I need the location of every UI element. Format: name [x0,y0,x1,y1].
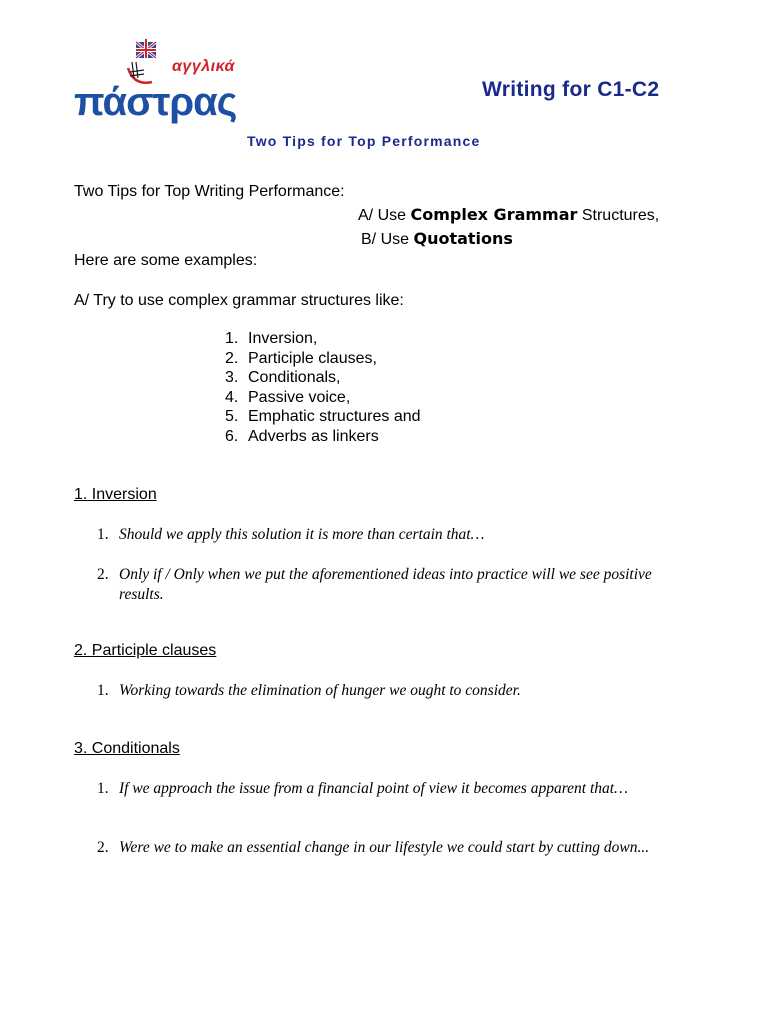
example-number: 2. [97,839,109,856]
intro-line: Two Tips for Top Writing Performance: [74,183,345,200]
example-number: 2. [97,566,109,583]
logo-big-text: πάστρας [74,80,237,124]
example-item [97,779,697,799]
section-a-line: A/ Try to use complex grammar structures like: [74,292,404,309]
tip-a-prefix: A/ Use [358,207,411,224]
list-item [225,388,421,408]
list-number: 3. [225,369,239,387]
list-number: 5. [225,408,239,426]
brand-logo [72,38,237,124]
tip-b-prefix: B/ Use [361,231,414,248]
tip-a-suffix: Structures, [577,207,660,224]
example-text: Should we apply this solution it is more than certain that… [119,526,485,543]
example-item [97,681,697,701]
list-item [225,368,421,388]
tip-b-line [361,229,513,250]
example-text: Were we to make an essential change in our lifestyle we could start by cutting down... [119,839,650,856]
list-label: Participle clauses, [248,349,377,367]
list-number: 6. [225,427,239,445]
list-number: 1. [225,330,239,347]
section-heading-conditionals: 3. Conditionals [74,740,180,757]
example-number: 1. [97,780,109,797]
list-number: 4. [225,388,239,406]
list-item [225,329,421,349]
list-item [225,349,421,369]
examples-line: Here are some examples: [74,252,258,269]
tip-a-bold: Complex Grammar [410,205,578,224]
list-label: Emphatic structures and [248,408,421,426]
example-item [97,525,697,545]
example-number: 1. [97,526,109,543]
example-text: If we approach the issue from a financial point of view it becomes apparent that… [119,780,628,797]
list-label: Conditionals, [248,369,341,387]
structures-list [225,329,421,447]
section-heading-participle: 2. Participle clauses [74,642,217,659]
section-heading-inversion: 1. Inversion [74,486,157,503]
page-title: Writing for C1-C2 [482,78,660,101]
example-text: Working towards the elimination of hunger we ought to consider. [119,682,521,699]
list-label: Adverbs as linkers [248,427,379,445]
list-item [225,427,421,447]
tip-b-bold: Quotations [413,229,513,248]
logo-small-text: αγγλικά [172,58,235,75]
example-number: 1. [97,682,109,699]
list-item [225,407,421,427]
tip-a-line [358,205,659,226]
list-label: Inversion, [248,330,318,347]
page-subtitle: Two Tips for Top Performance [247,133,481,149]
list-number: 2. [225,349,239,367]
example-item [97,565,697,605]
list-label: Passive voice, [248,388,351,406]
example-item [97,838,697,858]
example-text: Only if / Only when we put the aforementioned ideas into practice will we see positive results. [119,566,652,603]
